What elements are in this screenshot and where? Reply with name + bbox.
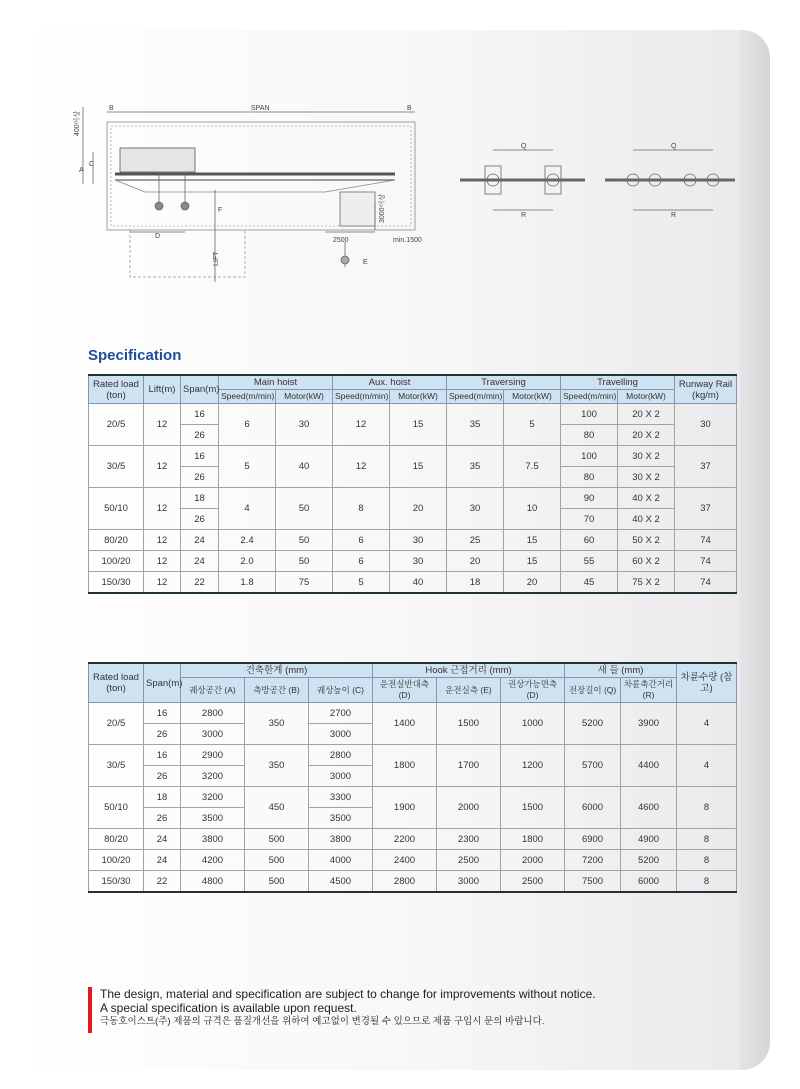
cell-aux-motor: 40	[390, 572, 447, 594]
col-lift: Lift(m)	[144, 375, 181, 404]
cell-a: 3200	[181, 787, 245, 808]
cell-r: 4900	[621, 829, 677, 850]
cell-c: 4000	[309, 850, 373, 871]
cell-aux-speed: 6	[333, 530, 390, 551]
cell-main-motor: 40	[276, 446, 333, 488]
cell-span: 16	[181, 404, 219, 425]
table-row	[89, 446, 737, 467]
cell-travel-speed: 90	[561, 488, 618, 509]
q-label-2: Q	[671, 143, 677, 150]
cell-rail: 74	[675, 530, 737, 551]
cell-lift: 12	[144, 572, 181, 594]
cell-d: 1800	[373, 745, 437, 787]
subcol-motor: Motor(kW)	[276, 390, 333, 404]
crane-elevation-drawing	[75, 92, 435, 297]
cell-trav-motor: 15	[504, 551, 561, 572]
e-label: E	[363, 259, 368, 266]
subcol-d: 운전실반대측 (D)	[373, 678, 437, 703]
cell-wheels: 8	[677, 850, 737, 871]
table-row	[89, 572, 737, 594]
cell-span: 26	[144, 766, 181, 787]
cell-q: 5700	[565, 745, 621, 787]
cell-a: 2800	[181, 703, 245, 724]
cell-travel-speed: 80	[561, 467, 618, 488]
cell-travel-motor: 20 X 2	[618, 404, 675, 425]
cell-load: 50/10	[89, 787, 144, 829]
col-span: Span(m)	[181, 375, 219, 404]
cell-q: 7500	[565, 871, 621, 893]
cell-q: 6900	[565, 829, 621, 850]
cell-aux-speed: 6	[333, 551, 390, 572]
cell-span: 26	[144, 808, 181, 829]
col-rated-load: Rated load (ton)	[89, 663, 144, 703]
cell-main-motor: 30	[276, 404, 333, 446]
cell-f: 1800	[501, 829, 565, 850]
cell-main-motor: 50	[276, 551, 333, 572]
specification-table	[88, 374, 737, 594]
cell-rail: 30	[675, 404, 737, 446]
cell-c: 2800	[309, 745, 373, 766]
subcol-a: 궤상공간 (A)	[181, 678, 245, 703]
cell-rail: 37	[675, 446, 737, 488]
q-label-1: Q	[521, 143, 527, 150]
cell-load: 20/5	[89, 703, 144, 745]
cell-lift: 12	[144, 446, 181, 488]
cell-travel-motor: 30 X 2	[618, 467, 675, 488]
cell-trav-motor: 10	[504, 488, 561, 530]
col-building-limit: 건축한계 (mm)	[181, 663, 373, 678]
cell-span: 24	[181, 530, 219, 551]
subcol-speed: Speed(m/min)	[447, 390, 504, 404]
table-row	[89, 745, 737, 766]
cell-load: 50/10	[89, 488, 144, 530]
cell-r: 3900	[621, 703, 677, 745]
cell-trav-motor: 5	[504, 404, 561, 446]
cell-travel-motor: 20 X 2	[618, 425, 675, 446]
cell-b: 500	[245, 829, 309, 850]
cell-travel-speed: 45	[561, 572, 618, 594]
cell-travel-speed: 70	[561, 509, 618, 530]
cell-span: 16	[144, 745, 181, 766]
cell-aux-speed: 8	[333, 488, 390, 530]
cell-aux-speed: 12	[333, 446, 390, 488]
col-wheel-count: 차륜수량 (참고)	[677, 663, 737, 703]
cell-c: 4500	[309, 871, 373, 893]
cell-span: 16	[144, 703, 181, 724]
cell-e: 1500	[437, 703, 501, 745]
r-label-1: R	[521, 212, 527, 219]
disclaimer-notes	[88, 987, 596, 1028]
cell-a: 3200	[181, 766, 245, 787]
cell-wheels: 4	[677, 745, 737, 787]
cell-travel-motor: 75 X 2	[618, 572, 675, 594]
subcol-speed: Speed(m/min)	[333, 390, 390, 404]
cell-travel-motor: 60 X 2	[618, 551, 675, 572]
cell-c: 3500	[309, 808, 373, 829]
table-row	[89, 787, 737, 808]
a-label: A	[79, 167, 84, 174]
subcol-motor: Motor(kW)	[504, 390, 561, 404]
subcol-motor: Motor(kW)	[390, 390, 447, 404]
cell-rail: 74	[675, 551, 737, 572]
cell-main-motor: 50	[276, 488, 333, 530]
cell-d: 1900	[373, 787, 437, 829]
cell-aux-motor: 20	[390, 488, 447, 530]
subcol-q: 전장길이 (Q)	[565, 678, 621, 703]
cell-load: 150/30	[89, 572, 144, 594]
cell-trav-speed: 25	[447, 530, 504, 551]
cell-main-motor: 75	[276, 572, 333, 594]
table-row	[89, 530, 737, 551]
cell-span: 24	[181, 551, 219, 572]
subcol-b: 측방공간 (B)	[245, 678, 309, 703]
cell-q: 7200	[565, 850, 621, 871]
cell-c: 2700	[309, 703, 373, 724]
cell-b: 500	[245, 850, 309, 871]
cell-trav-motor: 7.5	[504, 446, 561, 488]
dimension-table	[88, 662, 737, 893]
note-line-3: 극동호이스트(주) 제품의 규격은 품질개선을 위하여 예고없이 변경될 수 있으므로 제품 구입시 문의 바랍니다.	[100, 1016, 545, 1027]
min1500-label: min.1500	[393, 237, 422, 244]
cell-trav-speed: 20	[447, 551, 504, 572]
cell-b: 350	[245, 703, 309, 745]
table-row	[89, 829, 737, 850]
col-saddle: 새 들 (mm)	[565, 663, 677, 678]
col-main-hoist: Main hoist	[219, 375, 333, 390]
cell-f: 1000	[501, 703, 565, 745]
cell-wheels: 4	[677, 703, 737, 745]
red-accent-bar	[88, 987, 92, 1033]
cell-wheels: 8	[677, 787, 737, 829]
table-row	[89, 703, 737, 724]
cell-d: 2800	[373, 871, 437, 893]
dim-400-label: 400이상	[74, 110, 81, 136]
cell-load: 100/20	[89, 551, 144, 572]
cell-load: 30/5	[89, 446, 144, 488]
col-travelling: Travelling	[561, 375, 675, 390]
cell-load: 80/20	[89, 530, 144, 551]
dim-3000-label: 3000이상	[379, 193, 386, 223]
table-row	[89, 551, 737, 572]
cell-f: 1500	[501, 787, 565, 829]
cell-travel-speed: 100	[561, 404, 618, 425]
cell-main-speed: 4	[219, 488, 276, 530]
cell-trav-speed: 30	[447, 488, 504, 530]
b-left-label: B	[109, 105, 114, 112]
section-title: Specification	[88, 347, 182, 364]
r-label-2: R	[671, 212, 677, 219]
cell-r: 4600	[621, 787, 677, 829]
cell-a: 4200	[181, 850, 245, 871]
cell-load: 100/20	[89, 850, 144, 871]
cell-travel-speed: 55	[561, 551, 618, 572]
cell-trav-speed: 18	[447, 572, 504, 594]
cell-aux-motor: 15	[390, 404, 447, 446]
cell-b: 450	[245, 787, 309, 829]
col-aux-hoist: Aux. hoist	[333, 375, 447, 390]
cell-e: 3000	[437, 871, 501, 893]
col-hook-approach: Hook 근접거리 (mm)	[373, 663, 565, 678]
cell-wheels: 8	[677, 871, 737, 893]
cell-span: 22	[181, 572, 219, 594]
cell-travel-speed: 80	[561, 425, 618, 446]
cell-d: 2400	[373, 850, 437, 871]
cell-q: 5200	[565, 703, 621, 745]
subcol-motor: Motor(kW)	[618, 390, 675, 404]
cell-main-speed: 5	[219, 446, 276, 488]
cell-trav-motor: 15	[504, 530, 561, 551]
subcol-c: 궤상높이 (C)	[309, 678, 373, 703]
cell-e: 2300	[437, 829, 501, 850]
cell-d: 2200	[373, 829, 437, 850]
cell-travel-speed: 60	[561, 530, 618, 551]
cell-lift: 12	[144, 530, 181, 551]
cell-travel-motor: 40 X 2	[618, 509, 675, 530]
cell-lift: 12	[144, 551, 181, 572]
cell-a: 3500	[181, 808, 245, 829]
cell-rail: 37	[675, 488, 737, 530]
cell-c: 3000	[309, 724, 373, 745]
table-row	[89, 404, 737, 425]
subcol-speed: Speed(m/min)	[219, 390, 276, 404]
note-line-1: The design, material and specification are subject to change for improvements without notice.	[100, 987, 596, 1001]
cell-span: 26	[181, 509, 219, 530]
cell-e: 2000	[437, 787, 501, 829]
cell-r: 5200	[621, 850, 677, 871]
cell-main-speed: 6	[219, 404, 276, 446]
subcol-f: 권상가능면측 (D)	[501, 678, 565, 703]
subcol-speed: Speed(m/min)	[561, 390, 618, 404]
cell-f: 1200	[501, 745, 565, 787]
cell-aux-motor: 30	[390, 551, 447, 572]
cell-a: 4800	[181, 871, 245, 893]
cell-span: 18	[181, 488, 219, 509]
cell-span: 26	[181, 467, 219, 488]
b-right-label: B	[407, 105, 412, 112]
cell-aux-motor: 30	[390, 530, 447, 551]
cell-wheels: 8	[677, 829, 737, 850]
cell-load: 80/20	[89, 829, 144, 850]
d-label: D	[155, 233, 161, 240]
col-traversing: Traversing	[447, 375, 561, 390]
subcol-r: 차륜축간거리 (R)	[621, 678, 677, 703]
cell-span: 24	[144, 829, 181, 850]
cell-load: 150/30	[89, 871, 144, 893]
cell-main-speed: 2.4	[219, 530, 276, 551]
cell-load: 20/5	[89, 404, 144, 446]
cell-a: 3800	[181, 829, 245, 850]
cell-trav-speed: 35	[447, 404, 504, 446]
cell-rail: 74	[675, 572, 737, 594]
cell-span: 18	[144, 787, 181, 808]
cell-span: 26	[144, 724, 181, 745]
cell-d: 1400	[373, 703, 437, 745]
cell-span: 16	[181, 446, 219, 467]
cell-travel-motor: 30 X 2	[618, 446, 675, 467]
table-row	[89, 850, 737, 871]
cell-aux-speed: 5	[333, 572, 390, 594]
cell-f: 2000	[501, 850, 565, 871]
table-row	[89, 871, 737, 893]
col-runway-rail: Runway Rail (kg/m)	[675, 375, 737, 404]
cell-b: 500	[245, 871, 309, 893]
cell-a: 2900	[181, 745, 245, 766]
cell-c: 3800	[309, 829, 373, 850]
col-rated-load: Rated load (ton)	[89, 375, 144, 404]
c-label: C	[89, 161, 95, 168]
cell-main-motor: 50	[276, 530, 333, 551]
cell-e: 2500	[437, 850, 501, 871]
cell-travel-speed: 100	[561, 446, 618, 467]
cell-trav-motor: 20	[504, 572, 561, 594]
cell-lift: 12	[144, 488, 181, 530]
cell-travel-motor: 50 X 2	[618, 530, 675, 551]
span-label: SPAN	[251, 105, 270, 112]
dim-2500-label: 2500	[333, 237, 349, 244]
cell-span: 26	[181, 425, 219, 446]
cell-load: 30/5	[89, 745, 144, 787]
cell-span: 22	[144, 871, 181, 893]
note-line-2: A special specification is available upon request.	[100, 1001, 357, 1015]
cell-travel-motor: 40 X 2	[618, 488, 675, 509]
cell-c: 3300	[309, 787, 373, 808]
cell-main-speed: 2.0	[219, 551, 276, 572]
cell-trav-speed: 35	[447, 446, 504, 488]
cell-c: 3000	[309, 766, 373, 787]
cell-r: 6000	[621, 871, 677, 893]
subcol-e: 운전실측 (E)	[437, 678, 501, 703]
col-span: Span(m)	[144, 663, 181, 703]
cell-q: 6000	[565, 787, 621, 829]
cell-r: 4400	[621, 745, 677, 787]
cell-lift: 12	[144, 404, 181, 446]
cell-f: 2500	[501, 871, 565, 893]
cell-main-speed: 1.8	[219, 572, 276, 594]
cell-aux-motor: 15	[390, 446, 447, 488]
f-label: F	[218, 207, 223, 214]
table-row	[89, 488, 737, 509]
cell-b: 350	[245, 745, 309, 787]
cell-span: 24	[144, 850, 181, 871]
cell-aux-speed: 12	[333, 404, 390, 446]
saddle-plan-drawings	[455, 138, 745, 218]
cell-e: 1700	[437, 745, 501, 787]
lift-label: LIFT	[213, 251, 220, 266]
cell-a: 3000	[181, 724, 245, 745]
